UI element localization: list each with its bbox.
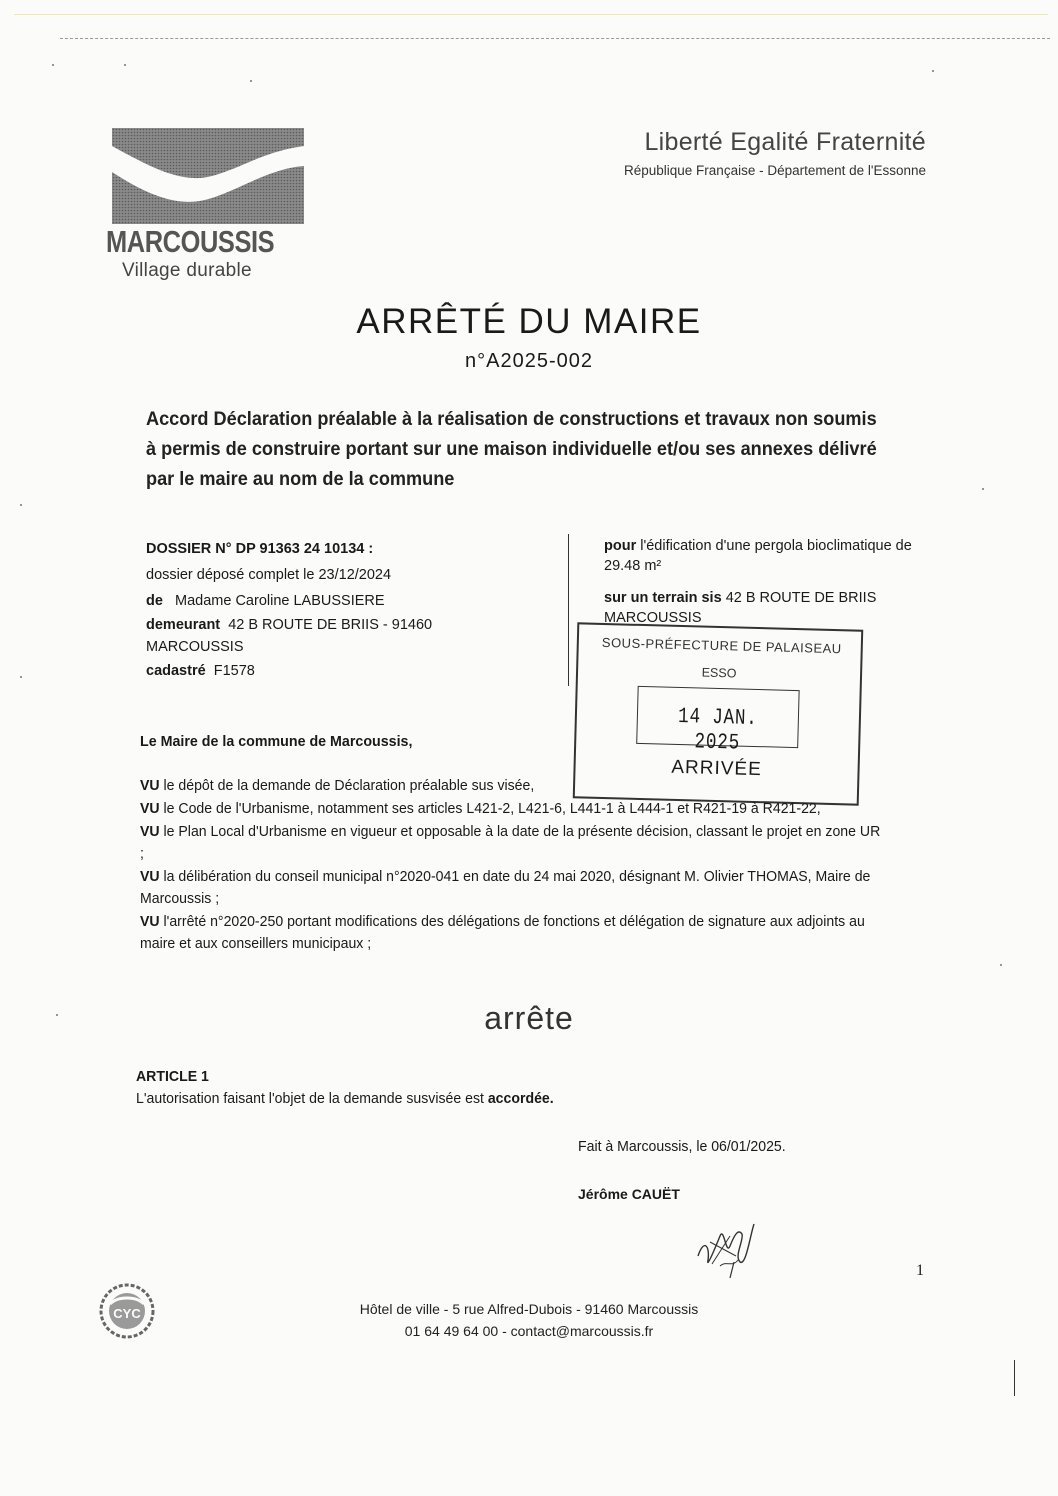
consideration-item	[140, 798, 883, 820]
consideration-text: l'arrêté n°2020-250 portant modifications des délégations de fonctions et délégation de signature aux adjoints au maire et aux conseillers municipaux ;	[140, 913, 865, 952]
scan-dashed-line	[60, 38, 1050, 40]
dossier-address-line	[146, 614, 566, 658]
marcoussis-logo	[106, 128, 306, 288]
dossier-separator	[568, 534, 569, 686]
scan-speck	[52, 64, 54, 66]
cadastre-label: cadastré	[146, 663, 206, 679]
logo-subtitle: Village durable	[122, 260, 252, 281]
handwritten-signature	[690, 1216, 760, 1280]
scan-speck	[20, 504, 22, 506]
terrain-line	[604, 588, 924, 628]
decree-heading: arrête	[484, 1000, 574, 1036]
scan-speck	[250, 80, 252, 82]
stamp-subheader: ESSO	[701, 665, 737, 681]
terrain-value: 42 B ROUTE DE BRIIS MARCOUSSIS	[604, 590, 877, 626]
motto-subtitle: République Française - Département de l'Essonne	[624, 163, 926, 178]
applicant-label: de	[146, 593, 163, 609]
address-label: demeurant	[146, 617, 221, 633]
article-body	[136, 1088, 554, 1110]
logo-town-name: MARCOUSSIS	[106, 224, 275, 259]
consideration-text: la délibération du conseil municipal n°2020-041 en date du 24 mai 2020, désignant M. Olivier THOMAS, Maire de Marcoussis ;	[140, 868, 871, 907]
consideration-item	[140, 911, 883, 955]
vu-label: VU	[140, 800, 160, 817]
dossier-cadastre-line	[146, 658, 566, 684]
cyc-text: CYC	[113, 1306, 141, 1321]
scan-speck	[20, 676, 22, 678]
signer-name: Jérôme CAUËT	[578, 1186, 680, 1202]
terrain-label: sur un terrain sis	[604, 590, 722, 606]
vu-label: VU	[140, 913, 160, 930]
article-decision: accordée.	[487, 1090, 554, 1107]
stamp-header: SOUS-PRÉFECTURE DE PALAISEAU	[601, 634, 842, 657]
dossier-applicant-line	[146, 588, 566, 614]
consideration-item	[140, 866, 883, 910]
vu-label: VU	[140, 823, 160, 840]
consideration-item	[140, 821, 883, 865]
scan-speck	[982, 488, 984, 490]
vu-label: VU	[140, 868, 160, 885]
stamp-date-box	[636, 686, 799, 756]
logo-wave-graphic	[112, 128, 304, 224]
cadastre-value: F1578	[213, 663, 255, 679]
stamp-status: ARRIVÉE	[671, 756, 763, 781]
consideration-item	[140, 775, 883, 797]
purpose-value: l'édification d'une pergola bioclimatique de 29.48 m²	[604, 538, 912, 574]
purpose-line	[604, 536, 924, 576]
scan-speck	[1000, 964, 1002, 966]
signature-place-date: Fait à Marcoussis, le 06/01/2025.	[578, 1138, 786, 1155]
motto-text: Liberté Egalité Fraternité	[644, 128, 926, 156]
vu-label: VU	[140, 777, 160, 794]
page-footer	[0, 1298, 1058, 1342]
mayor-intro: Le Maire de la commune de Marcoussis,	[140, 733, 413, 750]
scan-margin-mark	[1014, 1360, 1015, 1396]
consideration-text: le Plan Local d'Urbanisme en vigueur et opposable à la date de la présente décision, classant le projet en zone UR ;	[140, 823, 881, 862]
consideration-text: le dépôt de la demande de Déclaration préalable sus visée,	[163, 777, 535, 794]
consideration-text: le Code de l'Urbanisme, notamment ses articles L421-2, L421-6, L441-1 à L444-1 et R421-19 à R421-22,	[163, 800, 821, 817]
article-text: L'autorisation faisant l'objet de la demande susvisée est	[136, 1090, 484, 1107]
page-number: 1	[916, 1262, 924, 1279]
article-1	[136, 1066, 554, 1110]
address-value: 42 B ROUTE DE BRIIS - 91460	[228, 617, 433, 633]
scan-top-edge	[14, 14, 1048, 15]
dossier-purpose	[604, 536, 924, 628]
dossier-deposit: dossier déposé complet le 23/12/2024	[146, 567, 392, 583]
purpose-label: pour	[604, 538, 637, 554]
address-city: MARCOUSSIS	[146, 639, 244, 655]
scan-speck	[932, 70, 934, 72]
footer-address: Hôtel de ville - 5 rue Alfred-Dubois - 91460 Marcoussis	[359, 1301, 699, 1317]
applicant-name: Madame Caroline LABUSSIERE	[175, 593, 385, 609]
republic-motto	[624, 128, 926, 178]
dossier-number: DOSSIER N° DP 91363 24 10134 :	[146, 541, 374, 557]
article-title: ARTICLE 1	[136, 1068, 209, 1085]
stamp-date: 14 JAN. 2025	[677, 703, 758, 756]
decree-subject: Accord Déclaration préalable à la réalisation de constructions et travaux non soumis à permis de construire portant sur une maison individuelle et/ou ses annexes délivré par le maire au nom de la commune	[146, 408, 877, 490]
page-title: ARRÊTÉ DU MAIRE	[356, 302, 702, 341]
scan-speck	[124, 64, 126, 66]
footer-contact: 01 64 49 64 00 - contact@marcoussis.fr	[404, 1323, 654, 1339]
considerations-list	[140, 775, 883, 956]
dossier-details	[146, 536, 566, 684]
decree-number: n°A2025-002	[465, 350, 593, 372]
